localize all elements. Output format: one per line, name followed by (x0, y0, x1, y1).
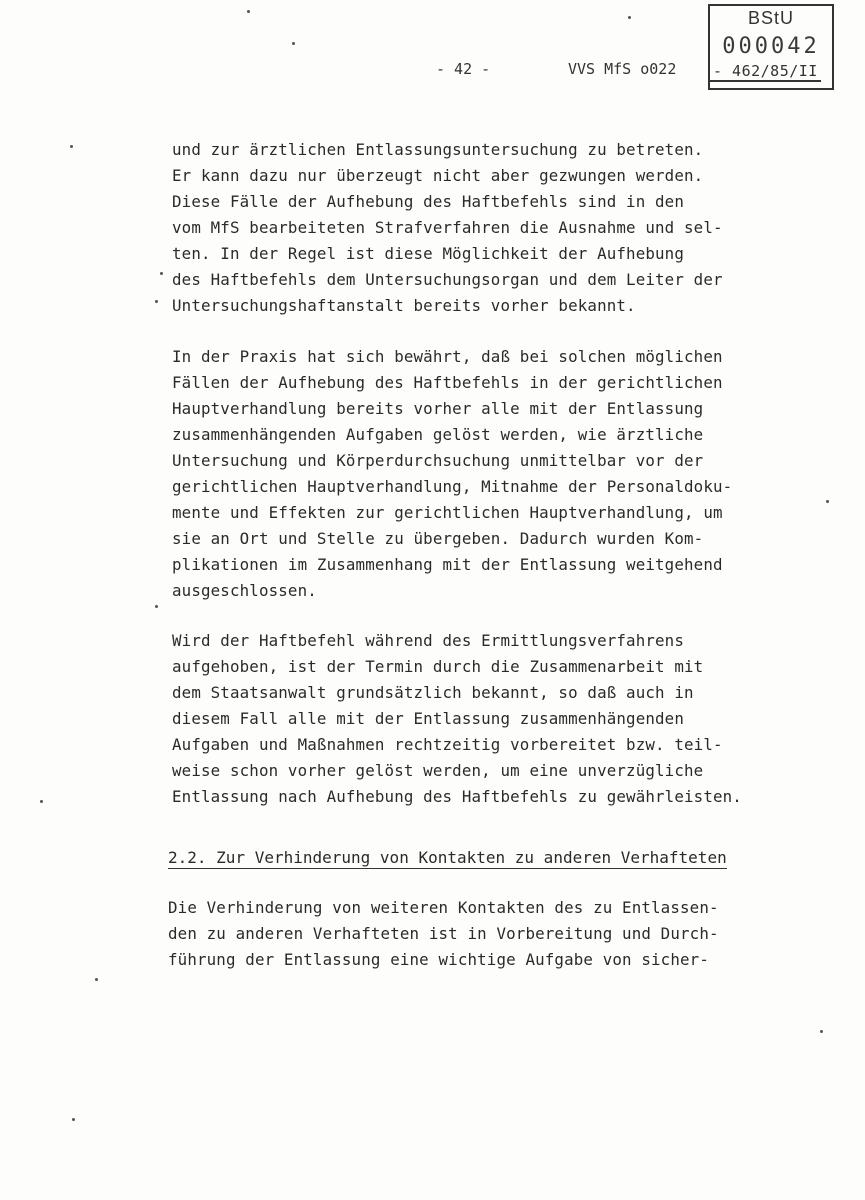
text-line: Wird der Haftbefehl während des Ermittlungsverfahrens (172, 631, 685, 650)
text-line: ausgeschlossen. (172, 581, 317, 600)
text-line: Aufgaben und Maßnahmen rechtzeitig vorbereitet bzw. teil- (172, 735, 723, 754)
scan-speck (820, 1030, 823, 1033)
text-line: Untersuchung und Körperdurchsuchung unmittelbar vor der (172, 451, 704, 470)
scan-speck (72, 1118, 75, 1121)
text-line: weise schon vorher gelöst werden, um eine unverzügliche (172, 761, 704, 780)
text-line: Diese Fälle der Aufhebung des Haftbefehls sind in den (172, 192, 685, 211)
scan-speck (160, 272, 163, 275)
text-line: diesem Fall alle mit der Entlassung zusammenhängenden (172, 709, 685, 728)
text-line: Fällen der Aufhebung des Haftbefehls in der gerichtlichen (172, 373, 723, 392)
paragraph-4 (168, 895, 788, 973)
text-line: aufgehoben, ist der Termin durch die Zusammenarbeit mit (172, 657, 704, 676)
scan-speck (155, 605, 158, 608)
scan-speck (40, 800, 43, 803)
text-line: Die Verhinderung von weiteren Kontakten des zu Entlassen- (168, 898, 719, 917)
section-heading (168, 845, 727, 871)
scan-speck (292, 42, 295, 45)
stamp-title: BStU (747, 8, 794, 28)
paragraph-2 (172, 344, 792, 604)
text-line: führung der Entlassung eine wichtige Aufgabe von sicher- (168, 950, 709, 969)
text-line: zusammenhängenden Aufgaben gelöst werden, wie ärztliche (172, 425, 704, 444)
scan-speck (247, 10, 250, 13)
scan-speck (70, 145, 73, 148)
text-line: mente und Effekten zur gerichtlichen Hauptverhandlung, um (172, 503, 723, 522)
text-line: Untersuchungshaftanstalt bereits vorher bekannt. (172, 296, 636, 315)
text-line: dem Staatsanwalt grundsätzlich bekannt, so daß auch in (172, 683, 694, 702)
text-line: Hauptverhandlung bereits vorher alle mit der Entlassung (172, 399, 704, 418)
text-line: Er kann dazu nur überzeugt nicht aber gezwungen werden. (172, 166, 704, 185)
text-line: und zur ärztlichen Entlassungsuntersuchung zu betreten. (172, 140, 704, 159)
text-line: den zu anderen Verhafteten ist in Vorbereitung und Durch- (168, 924, 719, 943)
paragraph-3 (172, 628, 792, 810)
page-number: - 42 - (436, 60, 491, 78)
scan-speck (155, 300, 158, 303)
document-reference: VVS MfS o022 (568, 60, 677, 78)
section-heading-text: 2.2. Zur Verhinderung von Kontakten zu anderen Verhafteten (168, 848, 727, 867)
text-line: sie an Ort und Stelle zu übergeben. Dadurch wurden Kom- (172, 529, 704, 548)
text-line: Entlassung nach Aufhebung des Haftbefehls zu gewährleisten. (172, 787, 742, 806)
archive-reference: - 462/85/II (710, 62, 821, 82)
text-line: gerichtlichen Hauptverhandlung, Mitnahme der Personaldoku- (172, 477, 733, 496)
text-line: des Haftbefehls dem Untersuchungsorgan und dem Leiter der (172, 270, 723, 289)
text-line: In der Praxis hat sich bewährt, daß bei solchen möglichen (172, 347, 723, 366)
text-line: vom MfS bearbeiteten Strafverfahren die Ausnahme und sel- (172, 218, 723, 237)
paragraph-1 (172, 137, 792, 319)
scan-speck (628, 16, 631, 19)
scan-speck (826, 500, 829, 503)
text-line: plikationen im Zusammenhang mit der Entlassung weitgehend (172, 555, 723, 574)
scan-speck (95, 978, 98, 981)
text-line: ten. In der Regel ist diese Möglichkeit der Aufhebung (172, 244, 685, 263)
stamp-number: 000042 (722, 34, 820, 59)
